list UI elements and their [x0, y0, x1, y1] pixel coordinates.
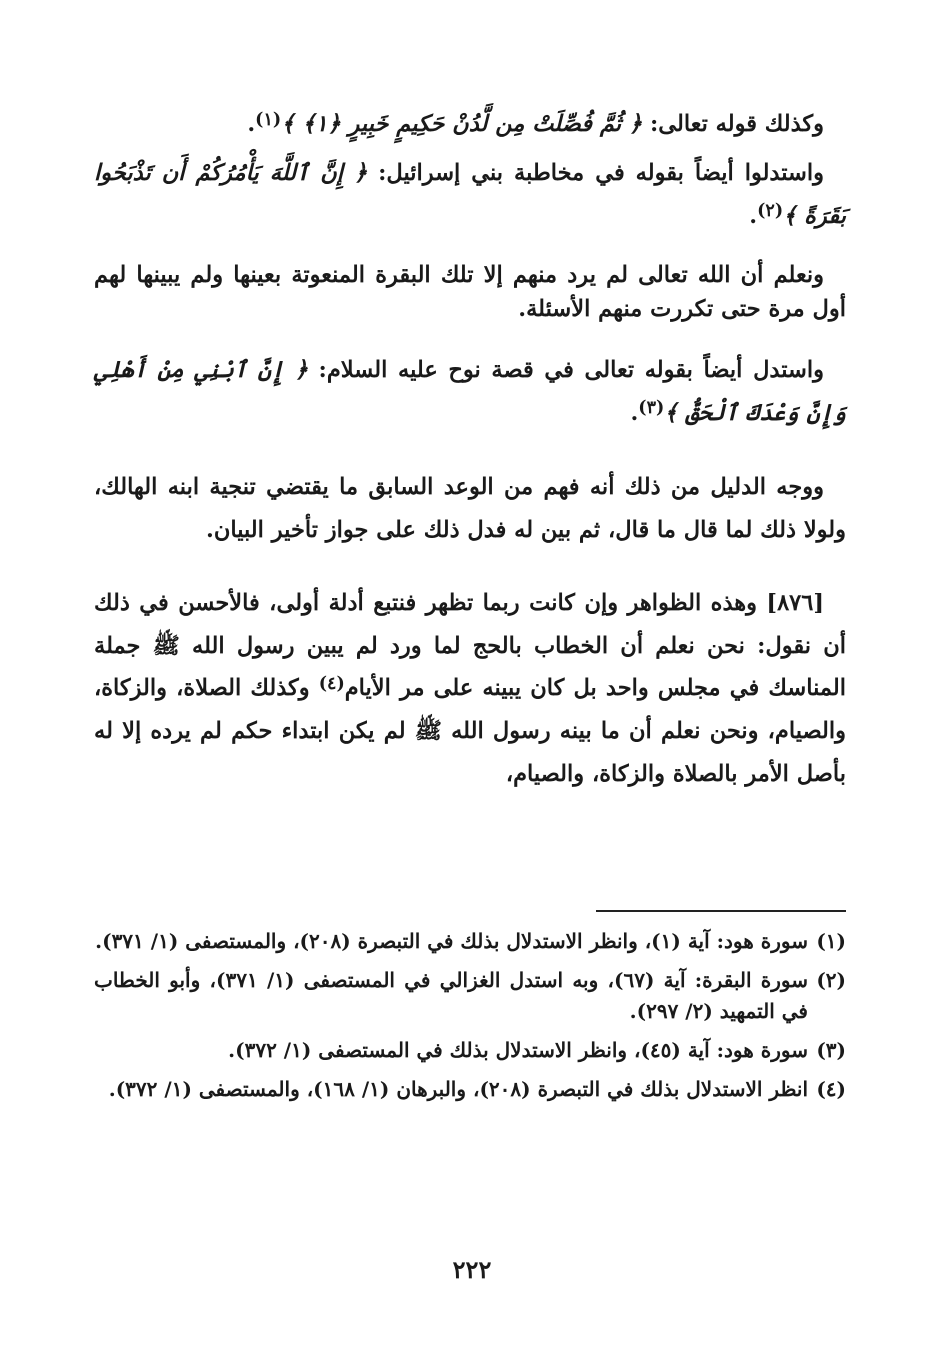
footnote-number: (٢) — [816, 968, 846, 992]
paragraph-4-lead: واستدل أيضاً بقوله تعالى في قصة نوح عليه السلام: — [307, 356, 824, 383]
footnote-2 — [94, 965, 846, 1027]
footnote-ref-1: (١) — [255, 109, 282, 130]
footnote-ref-3: (٣) — [638, 398, 665, 419]
paragraph-4-tail: . — [630, 399, 639, 426]
paragraph-2-lead: واستدلوا أيضاً بقوله في مخاطبة بني إسرائيل: — [367, 159, 824, 186]
paragraph-1-tail: . — [247, 111, 256, 137]
quran-verse-1: ﴿ ثُمَّ فُصِّلَتْ مِن لَّدُنْ حَكِيمٍ خَبِيرٍ ﴿١﴾ ﴾ — [281, 111, 643, 137]
paragraph-number: [٨٧٦] — [766, 589, 824, 616]
footnotes — [94, 926, 846, 1113]
paragraph-3-text: ونعلم أن الله تعالى لم يرد منهم إلا تلك البقرة المنعوتة بعينها ولم يبينها لهم أول مرة حتى تكررت منهم الأسئلة. — [94, 262, 846, 322]
paragraph-6 — [94, 582, 846, 796]
footnote-ref-2: (٢) — [757, 201, 784, 222]
footnote-number: (٤) — [816, 1077, 846, 1101]
paragraph-5 — [94, 466, 846, 552]
paragraph-3 — [94, 259, 846, 327]
footnote-text: سورة البقرة: آية (٦٧)، وبه استدل الغزالي في المستصفى (١/ ٣٧١)، وأبو الخطاب في التمهيد (٢/ ٢٩٧). — [94, 968, 808, 1023]
footnote-1 — [94, 926, 846, 957]
paragraph-2 — [94, 152, 846, 238]
footnote-number: (١) — [816, 929, 846, 953]
footnote-text: سورة هود: آية (٤٥)، وانظر الاستدلال بذلك في المستصفى (١/ ٣٧٢). — [228, 1038, 808, 1062]
main-text — [94, 108, 846, 796]
paragraph-4 — [94, 349, 846, 435]
page-number: ٢٢٢ — [452, 1255, 492, 1284]
footnote-text: انظر الاستدلال بذلك في التبصرة (٢٠٨)، والبرهان (١/ ١٦٨)، والمستصفى (١/ ٣٧٢). — [108, 1077, 808, 1101]
paragraph-6-part2: وكذلك الصلاة، والزكاة، والصيام، ونحن نعلم أن ما بينه رسول الله ﷺ لم يكن ابتداء حكم لم يرده إلا له بأصل الأمر بالصلاة والزكاة، والصيام، — [94, 675, 846, 787]
footnote-divider — [596, 910, 846, 912]
footnote-4 — [94, 1074, 846, 1105]
paragraph-1 — [94, 108, 846, 142]
quran-verse-3: ﴿ إِنَّ ٱبْنِي مِنْ أَهْلِي وَإِنَّ وَعْدَكَ ٱلْحَقُّ ﴾ — [94, 356, 846, 426]
footnote-3 — [94, 1035, 846, 1066]
paragraph-1-lead: وكذلك قوله تعالى: — [642, 111, 824, 137]
footnote-ref-4: (٤) — [318, 674, 345, 695]
paragraph-6-part1: وهذه الظواهر وإن كانت ربما تظهر فنتبع أدلة أولى، فالأحسن في ذلك أن نقول: نحن نعلم أن الخطاب بالحج لما ورد لم يبين رسول الله ﷺ جملة المناسك في مجلس واحد بل كان يبينه على مر الأيام — [94, 589, 846, 702]
paragraph-2-tail: . — [749, 202, 758, 229]
quran-verse-2: ﴿ إِنَّ ٱللَّهَ يَأْمُرُكُمْ أَن تَذْبَحُوا بَقَرَةً ﴾ — [94, 159, 846, 229]
footnote-text: سورة هود: آية (١)، وانظر الاستدلال بذلك في التبصرة (٢٠٨)، والمستصفى (١/ ٣٧١). — [95, 929, 808, 953]
footnote-number: (٣) — [816, 1038, 846, 1062]
paragraph-5-text: ووجه الدليل من ذلك أنه فهم من الوعد السابق ما يقتضي تنجية ابنه الهالك، ولولا ذلك لما قال ما قال، ثم بين له فدل ذلك على جواز تأخير البيان. — [94, 474, 846, 543]
